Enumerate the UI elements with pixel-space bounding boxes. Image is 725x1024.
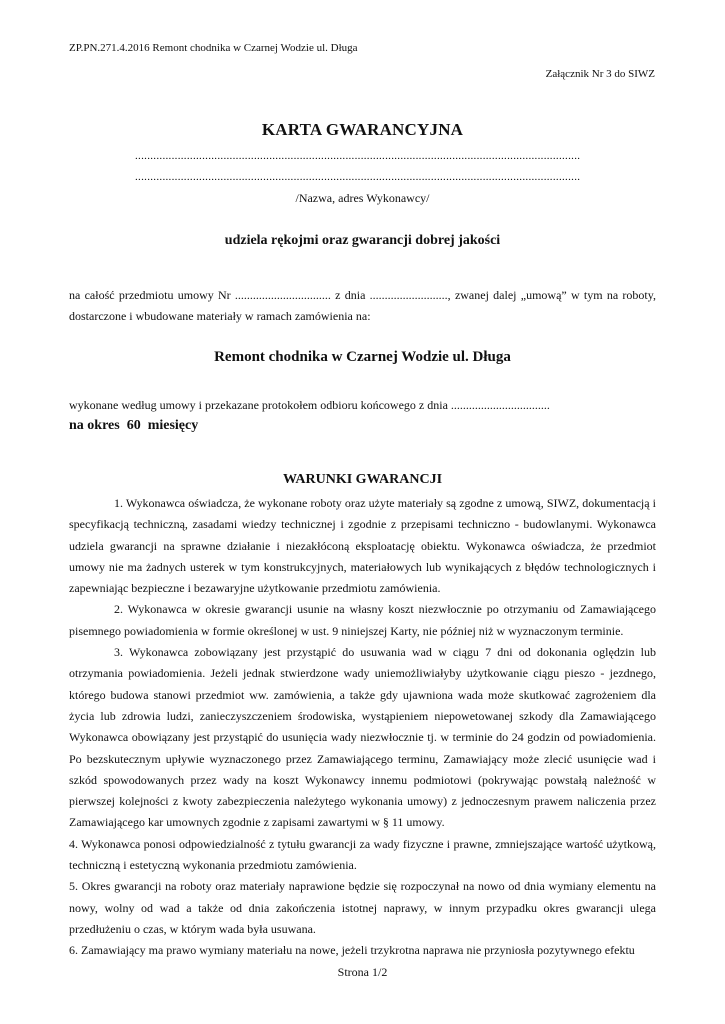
contractor-label: /Nazwa, adres Wykonawcy/ — [295, 191, 430, 205]
warranty-subtitle: udziela rękojmi oraz gwarancji dobrej jakości — [224, 233, 501, 248]
contractor-line-2: .................................................................................................................................................. — [135, 171, 581, 183]
page-number: Strona 1/2 — [337, 965, 388, 979]
warranty-period: na okres 60 miesięcy — [69, 418, 199, 433]
condition-item: 5. Okres gwarancji na roboty oraz materiały naprawione będzie się rozpoczynał na nowo od dnia wymiany elementu na nowy, wolny od wad a także od dnia zakończenia istotnej naprawy, w innym przypadku okres gwarancji ulega przedłużeniu o czas, w którym wada była usuwana. — [69, 879, 656, 936]
attachment-label: Załącznik Nr 3 do SIWZ — [545, 68, 655, 80]
condition-item: 4. Wykonawca ponosi odpowiedzialność z tytułu gwarancji za wady fizyczne i prawne, zmniejszające wartość użytkową, techniczną i estetyczną wykonania przedmiotu zamówienia. — [69, 836, 656, 873]
condition-item: 6. Zamawiający ma prawo wymiany materiału na nowe, jeżeli trzykrotna naprawa nie przyniosła pozytywnego efektu — [69, 943, 635, 958]
condition-item: 2. Wykonawca w okresie gwarancji usunie na własny koszt niezwłocznie po otrzymaniu od Zamawiającego pisemnego powiadomienia w formie określonej w ust. 9 niniejszej Karty, nie później niż w wyznaczonym terminie. — [69, 602, 656, 638]
conditions-heading: WARUNKI GWARANCJI — [282, 472, 443, 487]
contractor-line-1: .................................................................................................................................................. — [135, 150, 581, 162]
condition-item: 3. Wykonawca zobowiązany jest przystąpić do usuwania wad w ciągu 7 dni od dokonania oględzin lub otrzymania powiadomienia. Jeżeli jednak stwierdzone wady uniemożliwiałyby użytkowanie ciągu pieszo - jezdnego, którego budowa stanowi przedmiot ww. zamówienia, a także gdy ujawniona wada może skutkować zagrożeniem dla życia lub zdrowia ludzi, zanieczyszczeniem środowiska, wystąpieniem niepowetowanej szkody dla Zamawiającego Wykonawca obowiązany jest przystąpić do usunięcia wady niezwłocznie tj. w terminie do 24 godzin od powiadomienia. Po bezskutecznym upływie wyznaczonego przez Zamawiającego terminu, Zamawiający może zlecić usunięcie wad i szkód spowodowanych przez wady na koszt Wykonawcy innemu podmiotowi (pokrywając powstałą należność w pierwszej kolejności z kwoty zabezpieczenia należytego wykonania umowy) z jednoczesnym prawem naliczenia przez Zamawiającego kar umownych zgodnie z zapisami zawartymi w § 11 umowy. — [69, 645, 656, 830]
intro-paragraph: na całość przedmiotu umowy Nr ................................ z dnia .........................., zwanej dalej „umową” w tym na roboty, dostarczone i wbudowane materiały w ramach zamówienia na: — [69, 288, 656, 323]
handover-line: wykonane według umowy i przekazane protokołem odbioru końcowego z dnia ................................. — [69, 398, 550, 412]
condition-item: 1. Wykonawca oświadcza, że wykonane roboty oraz użyte materiały są zgodne z umową, SIWZ, dokumentacją i specyfikacją techniczną, zasadami wiedzy technicznej i zgodnie z przepisami techniczno - budowlanymi. Wykonawca udziela gwarancji na sprawne działanie i niezakłóconą eksploatację obiektu. Wykonawca oświadcza, że przedmiot umowy nie ma żadnych usterek w tym konstrukcyjnych, materiałowych lub wynikających z błędów technologicznych i zapewniając bezpieczne i bezawaryjne użytkowanie przedmiotu zamówienia. — [69, 496, 656, 596]
document-reference-code: ZP.PN.271.4.2016 Remont chodnika w Czarnej Wodzie ul. Długa — [69, 42, 358, 54]
contract-subject: Remont chodnika w Czarnej Wodzie ul. Długa — [214, 349, 511, 365]
conditions-list — [69, 493, 656, 962]
document-title: KARTA GWARANCYJNA — [261, 120, 464, 139]
